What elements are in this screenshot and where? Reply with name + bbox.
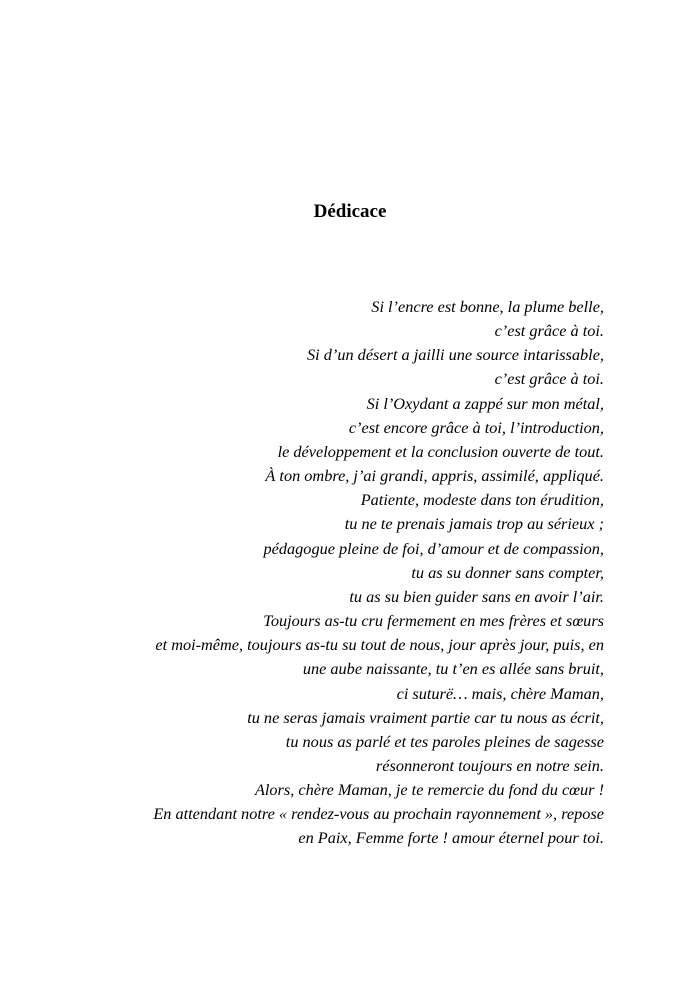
- text-line: en Paix, Femme forte ! amour éternel pour toi.: [298, 828, 604, 848]
- text-line: tu ne te prenais jamais trop au sérieux ;: [344, 514, 604, 534]
- text-line: c’est grâce à toi.: [494, 321, 604, 341]
- dedication-text: [84, 295, 604, 851]
- text-line: tu nous as parlé et tes paroles pleines de sagesse: [285, 731, 604, 751]
- page-title: Dédicace: [313, 201, 387, 222]
- text-line: Patiente, modeste dans ton érudition,: [360, 490, 604, 510]
- text-line: À ton ombre, j’ai grandi, appris, assimilé, appliqué.: [265, 466, 604, 486]
- text-line: le développement et la conclusion ouverte de tout.: [277, 441, 604, 461]
- text-line: Alors, chère Maman, je te remercie du fond du cœur !: [254, 780, 604, 800]
- text-line: résonneront toujours en notre sein.: [375, 755, 604, 775]
- text-line: c’est encore grâce à toi, l’introduction,: [348, 417, 604, 437]
- text-line: En attendant notre « rendez-vous au prochain rayonnement », repose: [153, 804, 604, 824]
- text-line: et moi-même, toujours as-tu su tout de nous, jour après jour, puis, en: [155, 635, 604, 655]
- text-line: ci suturë… mais, chère Maman,: [396, 683, 604, 703]
- text-line: Toujours as-tu cru fermement en mes frères et sœurs: [263, 611, 604, 631]
- text-line: tu ne seras jamais vraiment partie car tu nous as écrit,: [247, 707, 604, 727]
- text-line: c’est grâce à toi.: [494, 369, 604, 389]
- text-line: une aube naissante, tu t’en es allée sans bruit,: [302, 659, 604, 679]
- text-line: tu as su bien guider sans en avoir l’air.: [349, 586, 604, 606]
- text-line: Si l’encre est bonne, la plume belle,: [371, 297, 604, 316]
- text-line: Si d’un désert a jailli une source intarissable,: [307, 345, 604, 365]
- text-line: pédagogue pleine de foi, d’amour et de compassion,: [263, 538, 604, 558]
- text-line: Si l’Oxydant a zappé sur mon métal,: [366, 393, 604, 413]
- text-line: tu as su donner sans compter,: [411, 562, 604, 582]
